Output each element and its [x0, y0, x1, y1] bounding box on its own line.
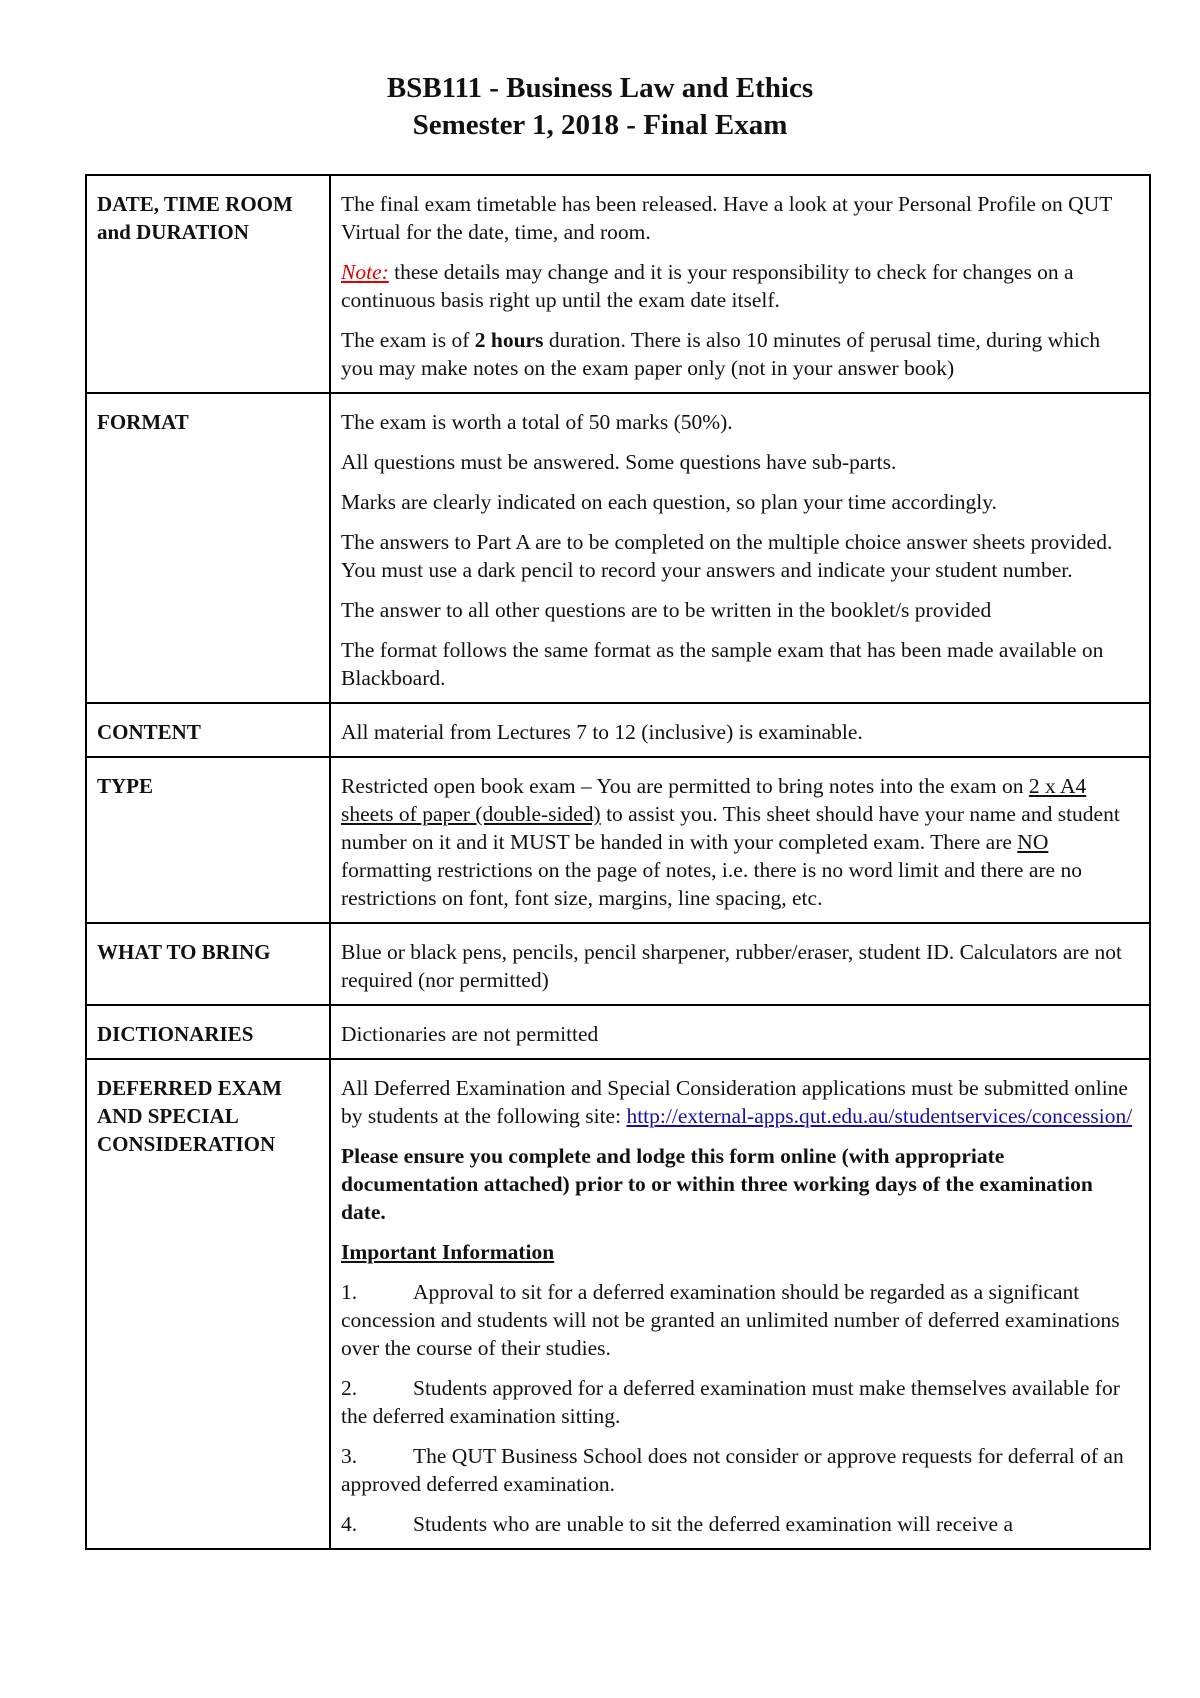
type-text-after: formatting restrictions on the page of notes, i.e. there is no word limit and there are no restrictions on font, font size, margins, line spacing, etc. — [341, 858, 1082, 910]
row-label-text: DEFERRED EXAM AND SPECIAL CONSIDERATION — [97, 1076, 282, 1156]
type-text-middle: to assist you. This sheet should have your name and student number on it and it MUST be handed in with your completed exam. There are — [341, 802, 1120, 854]
content-paragraph: All material from Lectures 7 to 12 (inclusive) is examinable. — [341, 720, 863, 744]
point-text: Approval to sit for a deferred examination should be regarded as a significant concession and students will not be granted an unlimited number of deferred examinations over the course of their studies. — [341, 1280, 1120, 1360]
document-subtitle: Semester 1, 2018 - Final Exam — [412, 109, 788, 141]
point-text: Students who are unable to sit the deferred examination will receive a — [413, 1512, 1013, 1536]
row-label-format — [86, 393, 330, 703]
table-row-date-time — [86, 175, 1150, 393]
type-text-before: Restricted open book exam – You are permitted to bring notes into the exam on — [341, 774, 1029, 798]
row-label-text: WHAT TO BRING — [97, 940, 271, 964]
format-paragraph: The format follows the same format as the sample exam that has been made available on Blackboard. — [341, 638, 1104, 690]
row-label-text: TYPE — [97, 774, 154, 798]
important-point — [341, 1374, 1137, 1430]
format-paragraph: All questions must be answered. Some questions have sub-parts. — [341, 450, 897, 474]
point-text: Students approved for a deferred examination must make themselves available for the deferred examination sitting. — [341, 1376, 1120, 1428]
deferred-intro-paragraph — [341, 1074, 1137, 1130]
row-label-text: DICTIONARIES — [97, 1022, 254, 1046]
important-point — [341, 1442, 1137, 1498]
exam-info-table — [85, 174, 1151, 1550]
document-title: BSB111 - Business Law and Ethics — [386, 72, 814, 104]
row-content-what-to-bring — [330, 923, 1150, 1005]
row-label-text: FORMAT — [97, 410, 189, 434]
point-number: 3. — [341, 1444, 358, 1468]
type-paragraph — [341, 772, 1137, 912]
deferred-notice-paragraph: Please ensure you complete and lodge this form online (with appropriate documentation attached) prior to or within three working days of the examination date. — [341, 1144, 1093, 1224]
table-row-dictionaries — [86, 1005, 1150, 1059]
point-number: 2. — [341, 1376, 358, 1400]
row-label-date-time — [86, 175, 330, 393]
format-paragraph: Marks are clearly indicated on each question, so plan your time accordingly. — [341, 490, 997, 514]
duration-text-before: The exam is of — [341, 328, 475, 352]
row-label-text: CONTENT — [97, 720, 201, 744]
format-paragraph: The answers to Part A are to be completed on the multiple choice answer sheets provided. You must use a dark pencil to record your answers and indicate your student number. — [341, 530, 1113, 582]
point-number: 4. — [341, 1512, 358, 1536]
row-label-what-to-bring — [86, 923, 330, 1005]
row-content-content — [330, 703, 1150, 757]
note-label: Note: — [341, 260, 389, 284]
important-point — [341, 1510, 1137, 1538]
table-row-type — [86, 757, 1150, 923]
page-header — [0, 70, 1200, 144]
table-row-deferred — [86, 1059, 1150, 1549]
type-no-underlined: NO — [1017, 830, 1049, 854]
point-number: 1. — [341, 1280, 358, 1304]
duration-paragraph — [341, 326, 1137, 382]
duration-hours: 2 hours — [474, 328, 544, 352]
note-paragraph — [341, 258, 1137, 314]
duration-text-after: duration. There is also 10 minutes of perusal time, during which you may make notes on the exam paper only (not in your answer book) — [341, 328, 1101, 380]
concession-link[interactable]: http://external-apps.qut.edu.au/studentservices/concession/ — [626, 1104, 1133, 1128]
type-sheets-underlined: 2 x A4 sheets of paper (double-sided) — [341, 774, 1087, 826]
deferred-intro-text: All Deferred Examination and Special Consideration applications must be submitted online by students at the following site: — [341, 1076, 1128, 1128]
format-paragraph: The answer to all other questions are to be written in the booklet/s provided — [341, 598, 992, 622]
table-row-format — [86, 393, 1150, 703]
what-to-bring-paragraph: Blue or black pens, pencils, pencil sharpener, rubber/eraser, student ID. Calculators are not required (nor permitted) — [341, 940, 1122, 992]
note-text: these details may change and it is your responsibility to check for changes on a continuous basis right up until the exam date itself. — [341, 260, 1074, 312]
row-content-format — [330, 393, 1150, 703]
row-label-deferred — [86, 1059, 330, 1549]
format-paragraph: The exam is worth a total of 50 marks (50%). — [341, 410, 733, 434]
row-label-text: DATE, TIME ROOM and DURATION — [97, 192, 293, 244]
row-label-type — [86, 757, 330, 923]
table-row-content — [86, 703, 1150, 757]
row-content-type — [330, 757, 1150, 923]
table-row-what-to-bring — [86, 923, 1150, 1005]
important-information-heading: Important Information — [341, 1240, 555, 1264]
timetable-paragraph: The final exam timetable has been released. Have a look at your Personal Profile on QUT Virtual for the date, time, and room. — [341, 192, 1112, 244]
dictionaries-paragraph: Dictionaries are not permitted — [341, 1022, 599, 1046]
row-content-date-time — [330, 175, 1150, 393]
important-point — [341, 1278, 1137, 1362]
row-content-deferred — [330, 1059, 1150, 1549]
row-label-dictionaries — [86, 1005, 330, 1059]
row-content-dictionaries — [330, 1005, 1150, 1059]
row-label-content — [86, 703, 330, 757]
point-text: The QUT Business School does not consider or approve requests for deferral of an approved deferred examination. — [341, 1444, 1124, 1496]
